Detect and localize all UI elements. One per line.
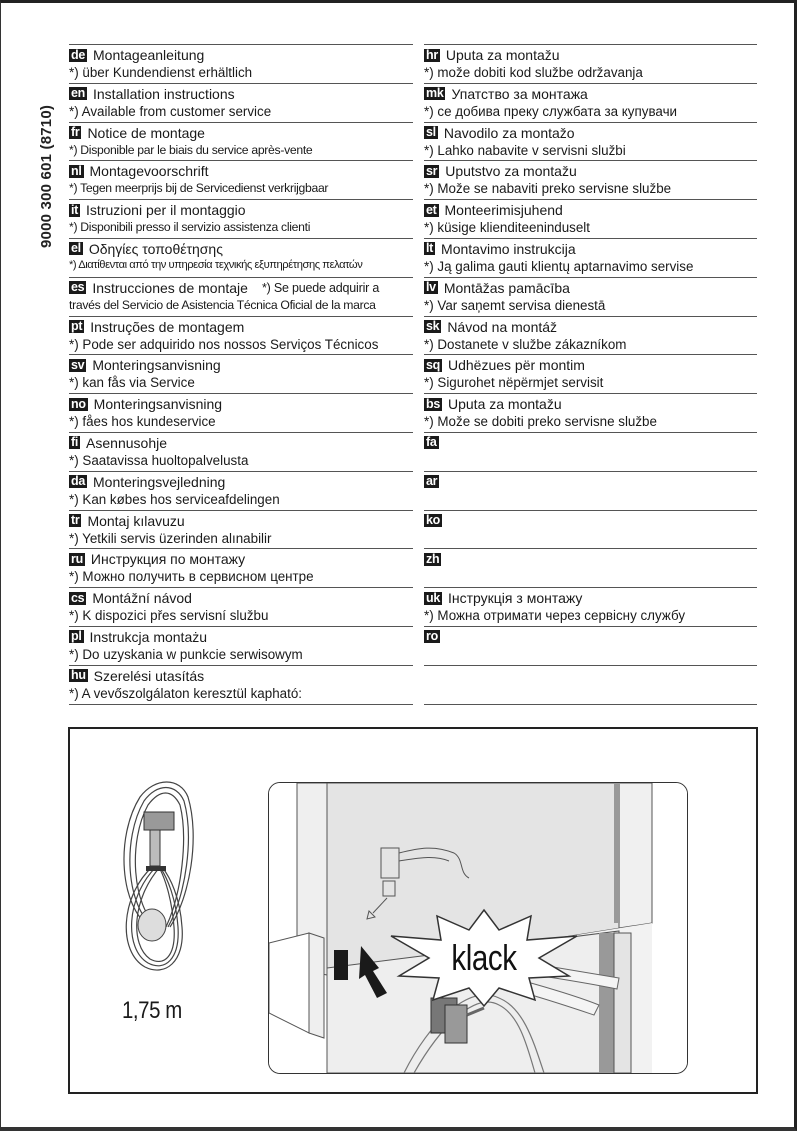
language-title: Monteerimisjuhend — [444, 202, 563, 219]
document-number: 9000 300 601 (8710) — [38, 104, 55, 248]
language-row-ar — [424, 471, 757, 510]
language-title: Uputstvo za montažu — [445, 163, 577, 180]
language-code-badge: en — [71, 86, 85, 101]
language-row-sk — [424, 316, 757, 355]
language-note: *) Disponible par le biais du service après-vente — [69, 142, 313, 157]
language-row-et — [424, 199, 757, 238]
language-row-lt — [424, 238, 757, 277]
language-note: *) Pode ser adquirido nos nossos Serviços Técnicos — [69, 336, 379, 352]
language-note: *) Može se nabaviti preko servisne službe — [424, 181, 672, 197]
language-row-nl — [69, 160, 413, 199]
language-code-badge: zh — [426, 551, 440, 566]
language-row-da — [69, 471, 413, 510]
language-note: *) се добива преку службата за купувачи — [424, 103, 678, 119]
language-title: Instrukcja montażu — [89, 628, 208, 645]
language-row-ru — [69, 548, 413, 587]
language-title: Návod na montáž — [447, 318, 558, 335]
language-title: Montážní návod — [92, 590, 192, 607]
language-note: *) kan fås via Service — [69, 375, 195, 391]
language-row-it — [69, 199, 413, 238]
language-title: Montavimo instrukcija — [441, 240, 576, 257]
appliance-scene — [268, 782, 688, 1074]
language-note: *) Disponibili presso il servizio assistenza clienti — [69, 220, 311, 235]
language-row-cs — [69, 587, 413, 626]
language-code-badge: pt — [71, 319, 83, 334]
language-note: *) može dobiti kod službe održavanja — [424, 65, 643, 80]
rule — [424, 704, 757, 705]
language-code-badge: no — [71, 396, 86, 411]
language-code-badge: el — [71, 241, 81, 256]
language-title: Monteringsvejledning — [93, 473, 226, 490]
language-code-badge: it — [71, 202, 79, 217]
language-title: Instrucciones de montaje — [92, 279, 248, 296]
language-title: Montaj kılavuzu — [87, 512, 185, 529]
language-row-tr — [69, 510, 413, 549]
language-code-badge: da — [71, 474, 85, 489]
language-title: Installation instructions — [93, 85, 235, 102]
language-row-en — [69, 83, 413, 122]
language-code-badge: uk — [426, 590, 440, 605]
language-title: Uputa za montažu — [448, 396, 562, 413]
language-note: *) fåes hos kundeservice — [69, 414, 216, 430]
language-row-uk — [424, 587, 757, 626]
language-row-lv — [424, 277, 757, 316]
language-code-badge: tr — [71, 513, 80, 528]
language-note: *) Можно получить в сервисном центре — [69, 569, 314, 585]
cable-length-label: 1,75 m — [122, 997, 182, 1024]
language-row-el — [69, 238, 413, 277]
language-title: Упатство за монтажа — [451, 85, 588, 102]
language-code-badge: sq — [426, 357, 440, 372]
language-code-badge: ar — [426, 474, 438, 489]
language-code-badge: mk — [426, 86, 444, 101]
language-title: Monteringsanvisning — [93, 396, 223, 413]
language-note: *) Tegen meerprijs bij de Servicedienst verkrijgbaar — [69, 181, 329, 196]
language-title: Інструкція з монтажу — [448, 590, 583, 607]
language-row-fi — [69, 432, 413, 471]
language-row-ro — [424, 626, 757, 665]
language-title: Istruzioni per il montaggio — [86, 202, 246, 219]
language-note: *) Kan købes hos serviceafdelingen — [69, 491, 280, 507]
language-code-badge: lv — [426, 280, 436, 295]
klack-sound-burst — [389, 908, 579, 1008]
language-note: *) über Kundendienst erhältlich — [69, 65, 253, 80]
language-list-left — [69, 44, 413, 705]
language-note: *) A vevőszolgálaton keresztül kapható: — [69, 685, 302, 701]
language-code-badge: cs — [71, 590, 85, 605]
language-code-badge: fi — [71, 435, 79, 450]
language-note-start: *) Se puede adquirir a — [261, 280, 380, 295]
language-code-badge: ro — [426, 629, 438, 644]
language-code-badge: hr — [426, 47, 438, 62]
language-code-badge: fa — [426, 435, 437, 450]
language-row-sq — [424, 354, 757, 393]
language-row-sr — [424, 160, 757, 199]
language-code-badge: sv — [71, 357, 85, 372]
language-title: Инструкция по монтажу — [90, 551, 246, 568]
language-row-mk — [424, 83, 757, 122]
language-title: Montageanleitung — [93, 47, 205, 63]
language-note: *) Можна отримати через сервісну службу — [424, 608, 686, 624]
language-note: *) küsige klienditeeninduselt — [424, 220, 590, 236]
language-note: *) Do uzyskania w punkcie serwisowym — [69, 646, 303, 662]
language-row-bs — [424, 393, 757, 432]
language-title: Navodilo za montažo — [443, 124, 575, 141]
language-row-fr — [69, 122, 413, 161]
language-title: Notice de montage — [87, 124, 205, 141]
language-title: Asennusohje — [86, 434, 167, 451]
language-code-badge: nl — [71, 163, 82, 178]
language-title: Monteringsanvisning — [92, 357, 221, 374]
language-row-pt — [69, 316, 413, 355]
language-note: través del Servicio de Asistencia Técnica Oficial de la marca — [69, 297, 376, 312]
language-title: Montāžas pamācība — [443, 279, 570, 296]
language-code-badge: et — [426, 202, 437, 217]
klack-label: klack — [451, 937, 517, 978]
language-row-empty — [424, 665, 757, 704]
language-row-pl — [69, 626, 413, 665]
language-row-no — [69, 393, 413, 432]
language-note: *) Available from customer service — [69, 103, 272, 119]
language-code-badge: es — [71, 280, 85, 295]
language-row-sl — [424, 122, 757, 161]
language-row-de — [69, 44, 413, 83]
language-note: *) K dispozici přes servisní službu — [69, 608, 269, 624]
language-note: *) Var saņemt servisa dienestā — [424, 297, 606, 313]
language-code-badge: ru — [71, 551, 83, 566]
language-title: Udhëzues për montim — [448, 357, 585, 374]
rule — [69, 704, 413, 705]
language-title: Οδηγίες τοποθέτησης — [88, 240, 223, 257]
language-row-zh — [424, 548, 757, 587]
language-title: Uputa za montažu — [445, 47, 560, 63]
language-title: Montagevoorschrift — [89, 163, 209, 180]
language-note: *) Može se dobiti preko servisne službe — [424, 414, 657, 430]
language-note: *) Ją galima gauti klientų aptarnavimo servise — [424, 258, 694, 274]
language-row-hu — [69, 665, 413, 704]
language-row-es — [69, 277, 413, 316]
language-row-ko — [424, 510, 757, 549]
language-note: *) Sigurohet nëpërmjet servisit — [424, 375, 604, 391]
power-cable-coil-icon — [110, 777, 210, 977]
language-note: *) Lahko nabavite v servisni službi — [424, 142, 626, 158]
language-code-badge: sk — [426, 319, 440, 334]
language-title: Instruções de montagem — [90, 318, 245, 335]
language-note: *) Saatavissa huoltopalvelusta — [69, 452, 249, 468]
language-note: *) Διατίθενται από την υπηρεσία τεχνικής εξυπηρέτησης πελατών — [69, 258, 363, 271]
language-code-badge: sl — [426, 125, 436, 140]
installation-figure — [68, 727, 758, 1094]
language-code-badge: fr — [71, 125, 80, 140]
language-code-badge: lt — [426, 241, 434, 256]
language-row-fa — [424, 432, 757, 471]
language-title: Szerelési utasítás — [93, 667, 205, 684]
language-code-badge: de — [71, 47, 85, 62]
language-note: *) Dostanete v službe zákazníkom — [424, 336, 627, 352]
language-code-badge: hu — [71, 668, 86, 683]
language-code-badge: ko — [426, 513, 440, 528]
language-code-badge: pl — [71, 629, 82, 644]
language-row-sv — [69, 354, 413, 393]
language-code-badge: bs — [426, 396, 440, 411]
language-row-hr — [424, 44, 757, 83]
language-note: *) Yetkili servis üzerinden alınabilir — [69, 530, 272, 546]
language-code-badge: sr — [426, 163, 438, 178]
language-list-right — [424, 44, 757, 705]
